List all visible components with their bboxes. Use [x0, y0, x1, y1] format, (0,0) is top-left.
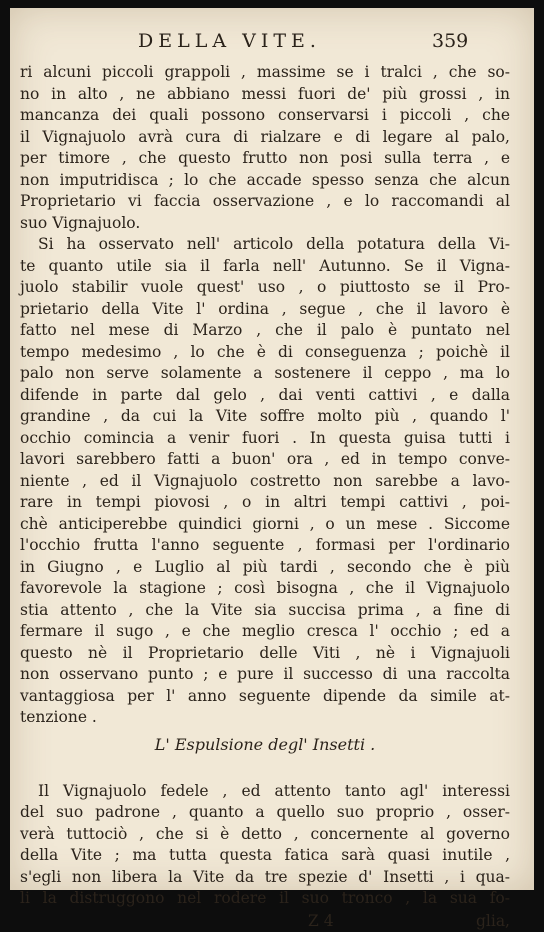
- text-line: della Vite ; ma tutta questa fatica sarà quasi inutile ,: [20, 846, 510, 864]
- text-line: verà tuttociò , che si è detto , concernente al governo: [20, 824, 510, 843]
- text-line: mancanza dei quali possono conservarsi i piccoli , che: [20, 106, 510, 124]
- catchword: glia,: [475, 911, 510, 930]
- text-line: Proprietario vi faccia osservazione , e lo raccomandi al: [20, 192, 510, 210]
- text-line: favorevole la stagione ; così bisogna , che il Vignajuolo: [20, 579, 510, 597]
- text-line: vantaggiosa per l' anno seguente dipende da simile at-: [20, 686, 510, 705]
- text-line: stia attento , che la Vite sia succisa prima , a fine di: [20, 600, 510, 619]
- text-line: fatto nel mese di Marzo , che il palo è puntato nel: [20, 321, 510, 339]
- text-line: per timore , che questo frutto non posi sulla terra , e: [20, 149, 510, 167]
- text-line: Si ha osservato nell' articolo della potatura della Vi-: [38, 235, 510, 253]
- text-line: suo Vignajuolo.: [20, 213, 141, 232]
- text-line: occhio comincia a venir fuori . In questa guisa tutti i: [20, 428, 510, 447]
- book-page: [10, 8, 534, 930]
- text-line: s'egli non libera la Vite da tre spezie d' Insetti , i qua-: [20, 867, 510, 886]
- paragraph-2: [20, 234, 510, 729]
- text-line: lavori sarebbero fatti a buon' ora , ed in tempo conve-: [20, 450, 510, 468]
- text-line: difende in parte dal gelo , dai venti cattivi , e dalla: [20, 385, 510, 404]
- text-line: li la distruggono nel rodere il suo tronco , la sua fo-: [20, 889, 510, 907]
- signature-mark: Z 4: [308, 911, 334, 930]
- text-line: tenzione .: [20, 708, 97, 726]
- text-line: palo non serve solamente a sostenere il ceppo , ma lo: [20, 364, 510, 382]
- text-line: rare in tempi piovosi , o in altri tempi cattivi , poi-: [20, 493, 510, 511]
- page-footer: [20, 910, 510, 932]
- text-line: questo nè il Proprietario delle Viti , nè i Vignajuoli: [20, 643, 510, 662]
- paragraph-3: [20, 781, 510, 910]
- page-header: [10, 30, 534, 56]
- text-line: chè anticiperebbe quindici giorni , o un mese . Siccome: [20, 514, 510, 533]
- page-number: 359: [432, 30, 469, 52]
- text-line: non imputridisca ; lo che accade spesso senza che alcun: [20, 170, 510, 189]
- text-line: non osservano punto ; e pure il successo di una raccolta: [20, 665, 510, 683]
- text-line: tempo medesimo , lo che è di conseguenza ; poichè il: [20, 342, 510, 361]
- running-title: DELLA VITE.: [138, 30, 321, 52]
- text-line: l'occhio frutta l'anno seguente , formasi per l'ordinario: [20, 536, 510, 554]
- text-line: ri alcuni piccoli grappoli , massime se i tralci , che so-: [20, 63, 510, 81]
- text-line: in Giugno , e Luglio al più tardi , secondo che è più: [20, 557, 510, 576]
- text-line: del suo padrone , quanto a quello suo proprio , osser-: [20, 803, 510, 821]
- text-line: grandine , da cui la Vite soffre molto più , quando l': [20, 407, 510, 425]
- text-line: niente , ed il Vignajuolo costretto non sarebbe a lavo-: [20, 471, 510, 490]
- text-line: il Vignajuolo avrà cura di rialzare e di legare al palo,: [20, 127, 510, 146]
- text-line: no in alto , ne abbiano messi fuori de' più grossi , in: [20, 84, 510, 103]
- spacer: [20, 761, 510, 781]
- section-title: L' Espulsione degl' Insetti .: [154, 734, 376, 754]
- paragraph-1: [20, 62, 510, 234]
- body-text: [20, 62, 510, 932]
- text-line: juolo stabilir vuole quest' uso , o piuttosto se il Pro-: [20, 278, 510, 296]
- text-line: Il Vignajuolo fedele , ed attento tanto agl' interessi: [38, 781, 510, 800]
- text-line: fermare il sugo , e che meglio cresca l' occhio ; ed a: [20, 622, 510, 640]
- text-line: te quanto utile sia il farla nell' Autunno. Se il Vigna-: [20, 256, 510, 275]
- text-line: prietario della Vite l' ordina , segue , che il lavoro è: [20, 299, 510, 318]
